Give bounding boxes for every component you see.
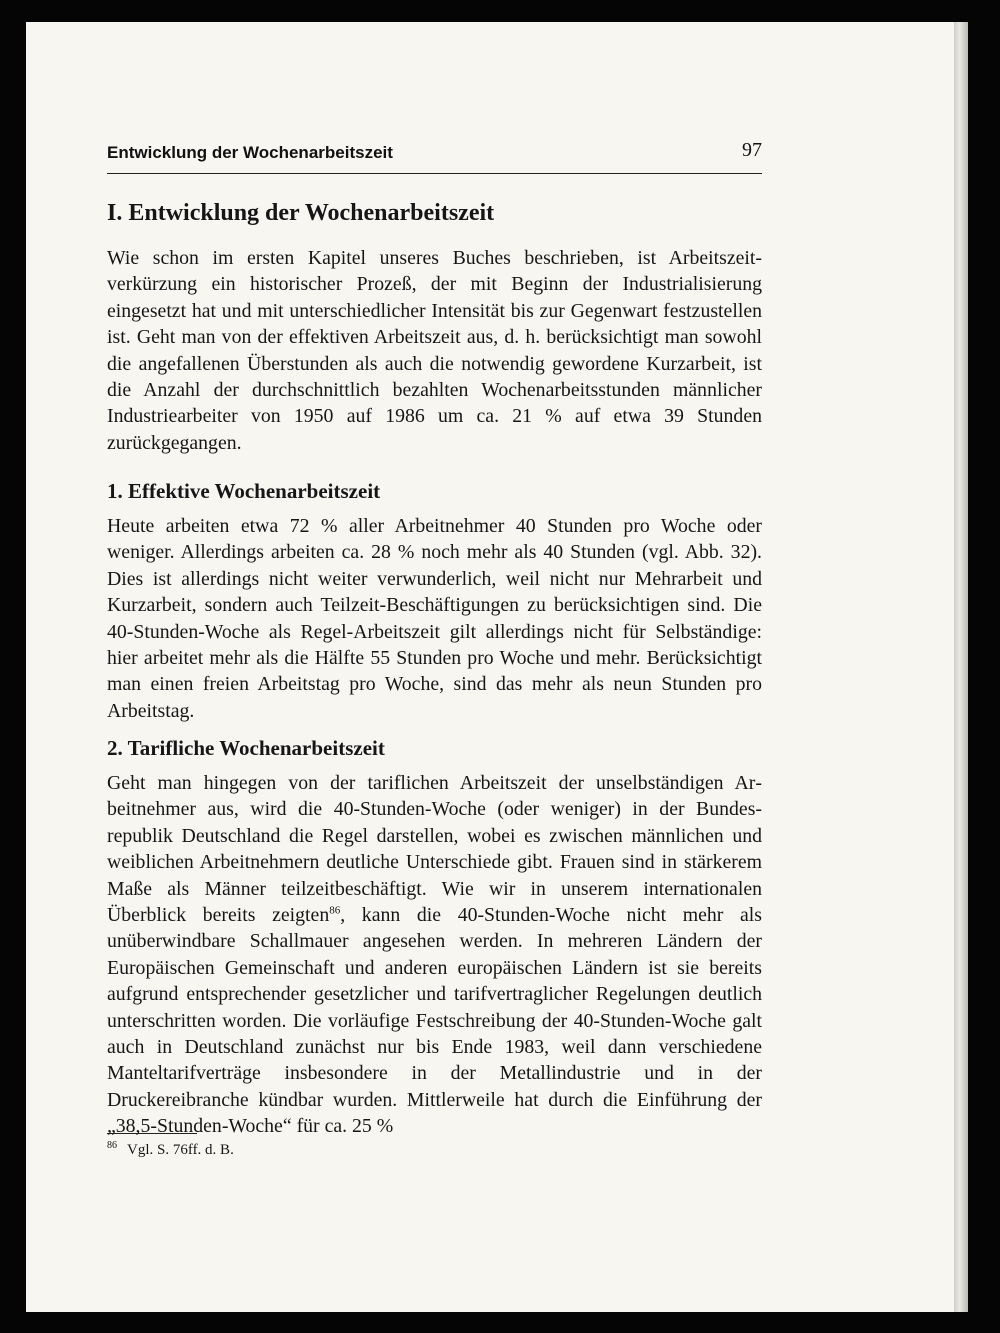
footnote-number: 86 — [107, 1140, 117, 1151]
chapter-block — [107, 198, 762, 456]
chapter-title: I. Entwicklung der Wochenarbeitszeit — [107, 200, 495, 226]
footnote-reference[interactable]: 86 — [329, 904, 341, 917]
section-1-paragraph: Heute arbeiten etwa 72 % aller Arbeitnehmer 40 Stunden pro Woche oder weniger. Allerdings arbeiten ca. 28 % noch mehr als 40 Stunden (vgl. Abb. 32). Dies ist allerdings nicht weiter verwunderlich, weil nicht nur Mehrarbeit und Kurzarbeit, sondern auch Teilzeit-Beschäftigungen zu berücksichtigen sind. Die 40-Stunden-Woche als Regel-Arbeitszeit gilt allerdings nicht für Selbständige: hier arbeitet mehr als die Hälfte 55 Stunden pro Woche und mehr. Berücksichtigt man einen freien Arbeitstag pro Woche, sind das mehr als neun Stunden pro Arbeitstag. — [107, 515, 762, 722]
section-2-text-a: Geht man hingegen von der tariflichen Arbeitszeit der unselbständigen Arbeitnehmer aus, wird die 40-Stunden-Woche (oder weniger) in der Bundesrepublik Deutschland die Regel darstellen, wobei es zwischen männlichen und weiblichen Arbeitnehmern deutliche Unterschiede gibt. Frauen sind in stärkerem Maße als Männer teilzeitbeschäftigt. Wie wir in unserem internationalen Überblick bereits zeigten — [107, 772, 762, 927]
running-title: Entwicklung der Wochenarbeitszeit — [107, 143, 393, 162]
section-1-block — [107, 477, 762, 724]
page-number: 97 — [742, 139, 762, 161]
page-edge — [954, 22, 968, 1312]
section-2-block — [107, 734, 762, 1140]
section-1-title: 1. Effektive Wochenarbeitszeit — [107, 479, 381, 503]
section-2-paragraph — [107, 770, 762, 1140]
section-2-title: 2. Tarifliche Wochenarbeitszeit — [107, 736, 385, 760]
section-2-text-b: , kann die 40-Stunden-Woche nicht mehr als unüberwindbare Schallmauer angesehen werden. In mehreren Ländern der Europäischen Gemeinschaft und anderen europäischen Ländern ist sie bereits aufgrund entsprechender gesetzlicher und tarifvertraglicher Regelungen deutlich unterschritten worden. Die vorläufige Festschreibung der 40-Stunden-Woche galt auch in Deutschland zunächst nur bis Ende 1983, weil dann verschiedene Manteltarifverträge insbesondere in der Metallindustrie und in der Druckereibranche kündbar wurden. Mittlerweile hat durch die Einführung der „38,5-Stunden-Woche“ für ca. 25 % — [107, 904, 762, 1138]
footnote — [107, 1140, 234, 1159]
footnote-text: Vgl. S. 76ff. d. B. — [127, 1142, 234, 1158]
chapter-paragraph: Wie schon im ersten Kapitel unseres Buches beschrieben, ist Arbeitszeitverkürzung ein historischer Prozeß, der mit Beginn der Industrialisierung eingesetzt hat und mit unterschiedlicher Intensität bis zur Gegenwart festzustellen ist. Geht man von der effektiven Arbeitszeit aus, d. h. berücksichtigt man sowohl die angefallenen Überstunden als auch die notwendig gewordene Kurzarbeit, ist die Anzahl der durchschnittlich bezahlten Wochenarbeitsstunden männlicher Industriearbeiter von 1950 auf 1986 um ca. 21 % auf etwa 39 Stunden zurückgegangen. — [107, 247, 762, 454]
footnote-divider — [107, 1133, 197, 1134]
running-header — [107, 133, 762, 174]
